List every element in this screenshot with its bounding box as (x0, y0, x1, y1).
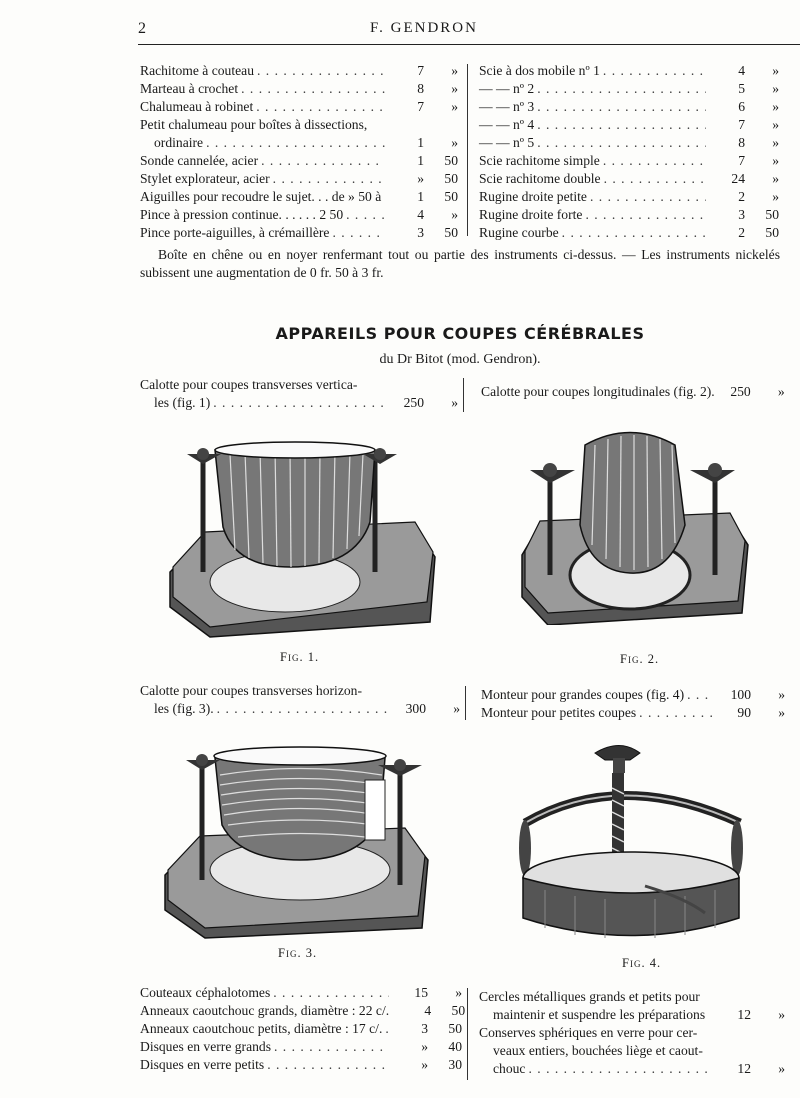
section-subtitle: du Dr Bitot (mod. Gendron). (379, 352, 541, 367)
bottom-left-price-list (140, 984, 466, 1074)
item-label: Stylet explorateur, acier (140, 171, 270, 186)
price-francs: 1 (417, 153, 424, 168)
leader-dots (274, 1038, 389, 1056)
price-francs: 7 (417, 63, 424, 78)
price-list-row (140, 1020, 462, 1038)
price-cents: » (777, 384, 785, 399)
price-list-row (140, 152, 458, 170)
price-list-row (479, 62, 779, 80)
leader-dots (603, 62, 706, 80)
price-francs: 24 (731, 171, 745, 186)
leader-dots (604, 170, 706, 188)
price-cents: 40 (448, 1039, 462, 1054)
item-label: Chalumeau à robinet (140, 99, 254, 114)
price-cents: » (772, 189, 779, 204)
price-cents: » (778, 1007, 785, 1022)
item-label: Rugine droite forte (479, 207, 583, 222)
leader-dots (346, 206, 385, 224)
item-label: — — nº 4 (479, 117, 535, 132)
price-cents: 50 (765, 225, 779, 240)
leader-dots (537, 116, 706, 134)
leader-dots (385, 1020, 389, 1038)
price-list-row (140, 170, 458, 188)
leader-dots (603, 152, 706, 170)
price-francs: 100 (730, 687, 751, 702)
monteur-items (481, 686, 785, 722)
leader-dots (537, 80, 706, 98)
figure-3-engraving (160, 740, 440, 940)
item-label: les (fig. 1) (154, 395, 211, 410)
leader-dots (241, 80, 385, 98)
item-label: Rugine droite petite (479, 189, 587, 204)
price-cents: » (451, 81, 458, 96)
price-list-row (479, 188, 779, 206)
item-label: Calotte pour coupes longitudinales (fig. 2). (481, 384, 715, 399)
item-label: Couteaux céphalotomes (140, 985, 271, 1000)
price-cents: » (455, 985, 462, 1000)
leader-dots (332, 224, 385, 242)
calotte-vertical-item (140, 376, 458, 412)
price-cents: 50 (444, 225, 458, 240)
column-divider (463, 378, 464, 412)
price-cents: » (451, 99, 458, 114)
top-left-price-list (140, 62, 458, 242)
price-francs: 4 (424, 1003, 432, 1018)
leader-dots (585, 206, 706, 224)
page-number: 2 (138, 20, 146, 37)
item-label: Monteur pour grandes coupes (fig. 4) (481, 687, 685, 702)
leader-dots (537, 98, 706, 116)
price-francs: 4 (738, 63, 745, 78)
price-cents: 50 (448, 1021, 462, 1036)
item-label: Monteur pour petites coupes (481, 705, 637, 720)
item-label: Petit chalumeau pour boîtes à dissections, (140, 117, 368, 132)
price-cents: 50 (451, 1003, 466, 1018)
item-label: Aiguilles pour recoudre le sujet. . . de » 50 à (140, 189, 382, 204)
price-cents: » (772, 153, 779, 168)
price-cents: » (772, 99, 779, 114)
section-title: APPAREILS POUR COUPES CÉRÉBRALES (275, 324, 645, 343)
price-list-row (481, 686, 785, 704)
price-francs: 8 (738, 135, 745, 150)
item-label: veaux entiers, bouchées liège et caout- (493, 1043, 703, 1058)
item-label: Disques en verre petits (140, 1057, 265, 1072)
price-francs: 7 (738, 117, 745, 132)
price-list-row (140, 188, 458, 206)
item-label: ordinaire (154, 135, 204, 150)
item-label: Calotte pour coupes transverses vertica- (140, 377, 358, 392)
price-francs: 2 (738, 189, 745, 204)
figure-1-caption: Fig. 1. (280, 650, 320, 664)
price-list-row (479, 116, 779, 134)
item-label: Conserves sphériques en verre pour cer- (479, 1025, 698, 1040)
price-list-row (140, 134, 458, 152)
price-cents: » (453, 701, 460, 716)
figure-1-engraving (165, 432, 455, 642)
price-francs: 6 (738, 99, 745, 114)
price-list-row (140, 1038, 462, 1056)
figure-2-engraving (520, 425, 760, 625)
leader-dots (261, 152, 385, 170)
price-cents: » (772, 117, 779, 132)
price-francs: 250 (730, 384, 751, 399)
item-label: Scie rachitome simple (479, 153, 600, 168)
price-francs: 3 (738, 207, 745, 222)
price-francs: » (421, 1057, 428, 1072)
item-label: Sonde cannelée, acier (140, 153, 259, 168)
price-cents: 50 (444, 153, 458, 168)
price-francs: 1 (417, 135, 424, 150)
price-cents: 30 (448, 1057, 462, 1072)
item-label: Scie rachitome double (479, 171, 601, 186)
calotte-longitudinal-item (481, 383, 783, 401)
price-list-row (479, 206, 779, 224)
header-rule (138, 44, 800, 45)
item-label: — — nº 3 (479, 99, 535, 114)
column-divider (467, 64, 468, 236)
item-label: Calotte pour coupes transverses horizon- (140, 683, 362, 698)
item-label: Pince porte-aiguilles, à crémaillère (140, 225, 330, 240)
price-francs: 7 (417, 99, 424, 114)
item-label: Anneaux caoutchouc grands, diamètre : 22 c/. (140, 1003, 390, 1018)
price-francs: 3 (421, 1021, 428, 1036)
note-paragraph: Boîte en chêne ou en noyer renfermant tout ou partie des instruments ci-dessus. — Les instruments nickelés subissent une augmentation de 0 fr. 50 à 3 fr. (140, 247, 780, 280)
leader-dots (273, 984, 389, 1002)
leader-dots (590, 188, 706, 206)
price-francs: 8 (417, 81, 424, 96)
top-right-price-list (479, 62, 779, 242)
figure-4-engraving (515, 738, 755, 948)
price-francs: 3 (417, 225, 424, 240)
price-francs: » (421, 1039, 428, 1054)
price-cents: 50 (444, 189, 458, 204)
leader-dots (537, 134, 706, 152)
item-label: Rugine courbe (479, 225, 559, 240)
item-label: Anneaux caoutchouc petits, diamètre : 17 c/. (140, 1021, 383, 1036)
price-list-row (140, 62, 458, 80)
leader-dots (687, 686, 712, 704)
leader-dots (267, 1056, 389, 1074)
price-list-row (479, 170, 779, 188)
price-list-row (140, 116, 458, 134)
price-cents: » (772, 63, 779, 78)
item-label: Pince à pression continue. . . . . . 2 50 (140, 207, 344, 222)
price-list-row (479, 224, 779, 242)
item-label: les (fig. 3). (154, 701, 214, 716)
price-list-row (140, 80, 458, 98)
price-list-row (140, 206, 458, 224)
leader-dots (384, 188, 385, 206)
price-cents: » (451, 135, 458, 150)
price-francs: 1 (417, 189, 424, 204)
leader-dots (639, 704, 712, 722)
price-cents: » (451, 395, 458, 410)
price-list-row (140, 984, 462, 1002)
item-label: Scie à dos mobile nº 1 (479, 63, 600, 78)
price-cents: » (451, 63, 458, 78)
figure-3-caption: Fig. 3. (278, 946, 318, 960)
price-francs: 12 (737, 1007, 751, 1022)
item-label: maintenir et suspendre les préparations (493, 1007, 706, 1022)
item-label: Rachitome à couteau (140, 63, 254, 78)
price-francs: 12 (737, 1061, 751, 1076)
price-francs: 4 (417, 207, 424, 222)
price-cents: » (451, 207, 458, 222)
price-cents: » (772, 171, 779, 186)
price-list-row (479, 152, 779, 170)
item-label: Disques en verre grands (140, 1039, 271, 1054)
price-list-row (140, 224, 458, 242)
price-cents: 50 (765, 207, 779, 222)
price-list-row (140, 1002, 466, 1020)
price-list-row (479, 134, 779, 152)
leader-dots (562, 224, 706, 242)
price-francs: 5 (738, 81, 745, 96)
price-francs: 90 (737, 705, 751, 720)
running-head: F. GENDRON (370, 20, 478, 36)
leader-dots (257, 62, 385, 80)
price-francs: » (417, 171, 424, 186)
price-francs: 250 (403, 395, 424, 410)
price-francs: 300 (405, 701, 426, 716)
price-cents: » (778, 705, 785, 720)
leader-dots (273, 170, 385, 188)
leader-dots (256, 98, 385, 116)
price-cents: » (778, 687, 785, 702)
price-francs: 15 (414, 985, 428, 1000)
figure-4-caption: Fig. 4. (622, 956, 662, 970)
price-francs: 7 (738, 153, 745, 168)
price-cents: 50 (444, 171, 458, 186)
price-list-row (479, 80, 779, 98)
item-label: — — nº 5 (479, 135, 535, 150)
leader-dots (206, 134, 385, 152)
price-list-row (479, 98, 779, 116)
price-list-row (481, 704, 785, 722)
price-cents: » (772, 135, 779, 150)
price-francs: 2 (738, 225, 745, 240)
figure-2-caption: Fig. 2. (620, 652, 660, 666)
price-cents: » (778, 1061, 785, 1076)
price-cents: » (772, 81, 779, 96)
price-list-row (140, 1056, 462, 1074)
column-divider (467, 988, 468, 1080)
item-label: Cercles métalliques grands et petits pour (479, 989, 700, 1004)
price-list-row (140, 98, 458, 116)
item-label: Marteau à crochet (140, 81, 239, 96)
item-label: chouc (493, 1061, 526, 1076)
bottom-right-price-list (479, 988, 785, 1078)
item-label: — — nº 2 (479, 81, 535, 96)
calotte-horizontal-item (140, 682, 460, 718)
column-divider (465, 686, 466, 720)
